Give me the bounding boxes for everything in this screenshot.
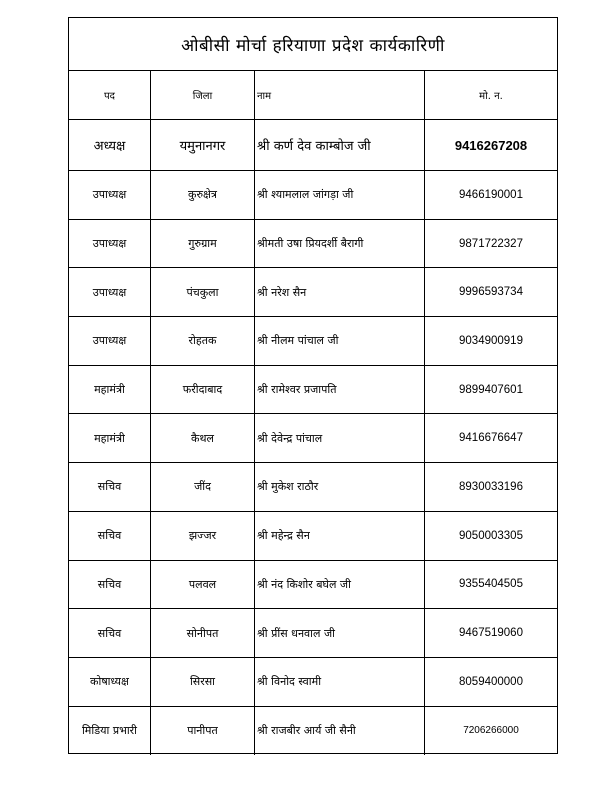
cell-post: उपाध्यक्ष	[69, 220, 151, 268]
table-row	[69, 366, 557, 415]
cell-post: उपाध्यक्ष	[69, 171, 151, 219]
cell-mobile: 9416267208	[454, 137, 528, 153]
cell-post: उपाध्यक्ष	[69, 268, 151, 316]
office-bearers-table	[68, 17, 558, 754]
cell-mobile: 9899407601	[459, 383, 523, 396]
table-row	[69, 268, 557, 317]
cell-district: फरीदाबाद	[151, 366, 255, 414]
table-row	[69, 707, 557, 756]
header-name: नाम	[255, 71, 425, 119]
cell-name: श्री राजबीर आर्य जी सैनी	[255, 707, 425, 756]
cell-district: रोहतक	[151, 317, 255, 365]
cell-post: सचिव	[69, 512, 151, 560]
cell-name: श्री देवेन्द्र पांचाल	[255, 414, 425, 462]
cell-mobile: 8059400000	[459, 675, 523, 688]
table-row	[69, 120, 557, 171]
cell-mobile: 9466190001	[459, 188, 523, 201]
cell-post: सचिव	[69, 609, 151, 657]
cell-district: सिरसा	[151, 658, 255, 706]
cell-name: श्री नंद किशोर बघेल जी	[255, 561, 425, 609]
cell-mobile: 9871722327	[459, 237, 523, 250]
cell-name: श्री मुकेश राठौर	[255, 463, 425, 511]
cell-district: सोनीपत	[151, 609, 255, 657]
cell-post: अध्यक्ष	[69, 120, 151, 170]
table-row	[69, 658, 557, 707]
table-grid	[69, 71, 557, 755]
table-row	[69, 317, 557, 366]
cell-mobile: 8930033196	[459, 480, 523, 493]
table-title-row	[69, 18, 557, 71]
cell-district: कैथल	[151, 414, 255, 462]
table-row	[69, 414, 557, 463]
header-mobile: मो. न.	[479, 91, 503, 102]
cell-name: श्री प्रींस धनवाल जी	[255, 609, 425, 657]
cell-mobile: 9355404505	[459, 578, 523, 591]
table-row	[69, 171, 557, 220]
table-row	[69, 463, 557, 512]
cell-mobile: 9996593734	[459, 286, 523, 299]
cell-post: महामंत्री	[69, 414, 151, 462]
cell-district: जींद	[151, 463, 255, 511]
cell-mobile: 9050003305	[459, 529, 523, 542]
cell-name: श्री महेन्द्र सैन	[255, 512, 425, 560]
cell-name: श्री विनोद स्वामी	[255, 658, 425, 706]
cell-post: मिडिया प्रभारी	[69, 707, 151, 756]
cell-district: यमुनानगर	[151, 120, 255, 170]
cell-name: श्री नरेश सैन	[255, 268, 425, 316]
cell-post: सचिव	[69, 463, 151, 511]
cell-name: श्री रामेश्वर प्रजापति	[255, 366, 425, 414]
table-header-row	[69, 71, 557, 120]
table-row	[69, 561, 557, 610]
cell-mobile: 7206266000	[463, 725, 519, 737]
cell-mobile: 9416676647	[459, 432, 523, 445]
cell-name: श्री कर्ण देव काम्बोज जी	[255, 120, 425, 170]
cell-name: श्रीमती उषा प्रियदर्शी बैरागी	[255, 220, 425, 268]
cell-district: झज्जर	[151, 512, 255, 560]
cell-district: कुरुक्षेत्र	[151, 171, 255, 219]
header-post: पद	[69, 71, 151, 119]
cell-district: गुरुग्राम	[151, 220, 255, 268]
table-row	[69, 512, 557, 561]
cell-mobile: 9034900919	[459, 334, 523, 347]
cell-district: पानीपत	[151, 707, 255, 756]
table-title: ओबीसी मोर्चा हरियाणा प्रदेश कार्यकारिणी	[181, 35, 445, 56]
cell-post: महामंत्री	[69, 366, 151, 414]
cell-post: कोषाध्यक्ष	[69, 658, 151, 706]
cell-name: श्री श्यामलाल जांगड़ा जी	[255, 171, 425, 219]
cell-name: श्री नीलम पांचाल जी	[255, 317, 425, 365]
table-row	[69, 609, 557, 658]
cell-district: पंचकुला	[151, 268, 255, 316]
cell-post: सचिव	[69, 561, 151, 609]
header-district: जिला	[151, 71, 255, 119]
cell-mobile: 9467519060	[459, 627, 523, 640]
table-row	[69, 220, 557, 269]
cell-district: पलवल	[151, 561, 255, 609]
cell-post: उपाध्यक्ष	[69, 317, 151, 365]
